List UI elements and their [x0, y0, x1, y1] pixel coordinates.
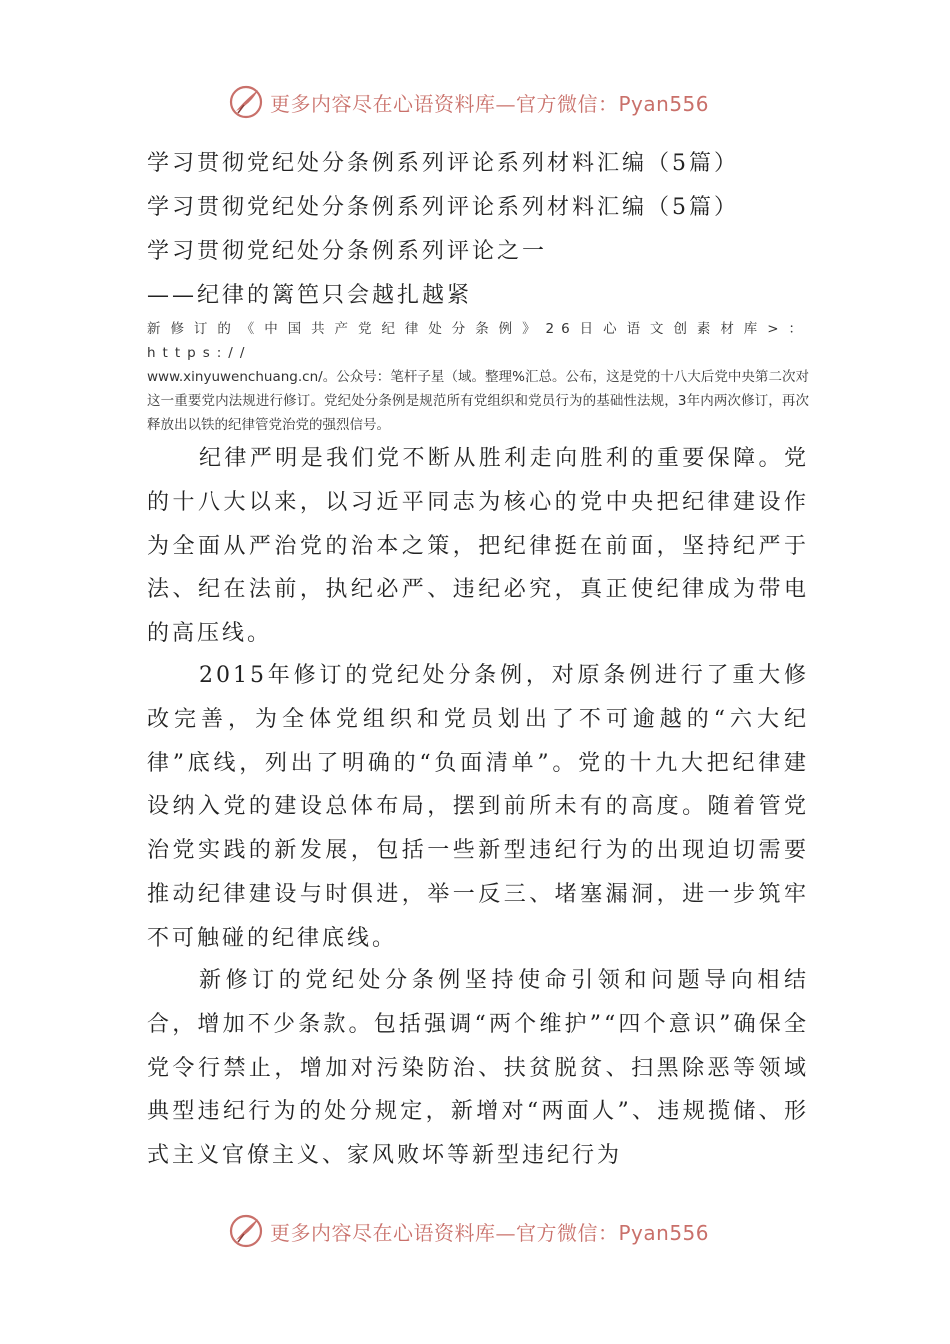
intro-rest: www.xinyuwenchuang.cn/。公众号：笔杆子星（域。整理%汇总。公布，这是党的十八大后党中央第二次对这一重要党内法规进行修订。党纪处分条例是规范所有党组织和党员行为的基础性法规，3年内两次修订，再次释放出以铁的纪律管党治党的强烈信号。	[147, 369, 809, 433]
banner-text: 更多内容尽在心语资料库—官方微信：	[270, 91, 619, 116]
body-paragraph-3: 新修订的党纪处分条例坚持使命引领和问题导向相结合，增加不少条款。包括强调“两个维护”“四个意识”确保全党令行禁止，增加对污染防治、扶贫脱贫、扫黑除恶等领域典型违纪行为的处分规定，新增对“两面人”、违规揽储、形式主义官僚主义、家风败坏等新型违纪行为	[147, 968, 809, 1169]
banner-text: 更多内容尽在心语资料库—官方微信：	[270, 1220, 619, 1245]
article-subtitle: ——纪律的篱笆只会越扎越紧	[147, 283, 473, 308]
document-title-repeat: 学习贯彻党纪处分条例系列评论系列材料汇编（5篇）	[147, 195, 739, 220]
banner-handle: Pyan556	[618, 91, 710, 116]
footer-banner	[228, 1211, 709, 1251]
body-paragraph-1: 纪律严明是我们党不断从胜利走向胜利的重要保障。党的十八大以来，以习近平同志为核心的党中央把纪律建设作为全面从严治党的治本之策，把纪律挺在前面，坚持纪严于法、纪在法前，执纪必严、违纪必究，真正使纪律成为带电的高压线。	[147, 446, 809, 647]
banner-handle: Pyan556	[618, 1220, 710, 1245]
article-title: 学习贯彻党纪处分条例系列评论之一	[147, 239, 548, 264]
quill-pen-circle-icon	[228, 1213, 264, 1249]
header-banner	[228, 82, 709, 122]
quill-pen-circle-icon	[228, 84, 264, 120]
intro-paragraph	[147, 317, 809, 437]
document-title: 学习贯彻党纪处分条例系列评论系列材料汇编（5篇）	[147, 151, 739, 176]
intro-line-1: 新修订的《中国共产党纪律处分条例》26日心语文创素材库>：https://	[147, 321, 809, 361]
body-paragraph-2: 2015年修订的党纪处分条例，对原条例进行了重大修改完善，为全体党组织和党员划出了不可逾越的“六大纪律”底线，列出了明确的“负面清单”。党的十九大把纪律建设纳入党的建设总体布局，摆到前所未有的高度。随着管党治党实践的新发展，包括一些新型违纪行为的出现迫切需要推动纪律建设与时俱进，举一反三、堵塞漏洞，进一步筑牢不可触碰的纪律底线。	[147, 663, 809, 951]
